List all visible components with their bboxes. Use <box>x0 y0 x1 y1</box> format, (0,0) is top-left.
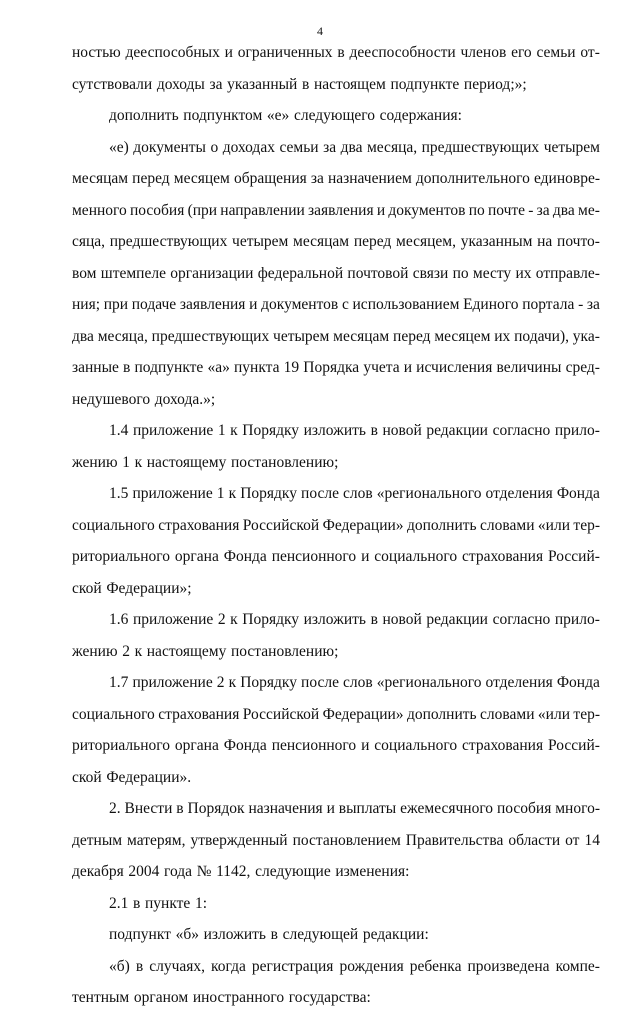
text-line: подпункт «б» изложить в следующей редакции: <box>109 926 429 943</box>
text-line: дополнить подпунктом «е» следующего содержания: <box>109 107 462 124</box>
text-line: 1.7 приложение 2 к Порядку после слов «регионального отделения Фонда <box>109 674 600 691</box>
text-line: жению 1 к настоящему постановлению; <box>72 453 339 471</box>
text-line: менного пособия (при направлении заявления и документов по почте - за два ме- <box>72 201 600 219</box>
text-line: детным матерям, утвержденный постановлением Правительства области от 14 <box>72 831 600 849</box>
text-line: ской Федерации». <box>72 768 192 786</box>
text-line: декабря 2004 года № 1142, следующие изменения: <box>72 863 410 880</box>
text-line: жению 2 к настоящему постановлению; <box>72 642 339 660</box>
text-line: риториального органа Фонда пенсионного и социального страхования Россий- <box>72 737 600 754</box>
text-line: сяца, предшествующих четырем месяцам перед месяцем, указанным на почто- <box>72 233 600 250</box>
text-line: «е) документы о доходах семьи за два месяца, предшествующих четырем <box>109 138 600 156</box>
text-line: 1.4 приложение 1 к Порядку изложить в новой редакции согласно прило- <box>109 422 600 439</box>
text-line: вом штемпеле организации федеральной почтовой связи по месту их отправле- <box>72 264 600 282</box>
text-line: недушевого дохода.»; <box>72 390 216 408</box>
text-line: ской Федерации»; <box>72 579 192 597</box>
text-line: ния; при подаче заявления и документов с использованием Единого портала - за <box>72 296 600 313</box>
document-body <box>72 37 600 1014</box>
text-line: 2.1 в пункте 1: <box>109 894 208 912</box>
text-line: ностью дееспособных и ограниченных в дееспособности членов его семьи от- <box>72 44 600 61</box>
text-line: тентным органом иностранного государства: <box>72 989 371 1006</box>
text-line: социального страхования Российской Федерации» дополнить словами «или тер- <box>72 705 600 723</box>
text-line: сутствовали доходы за указанный в настоящем подпункте период;»; <box>72 75 527 93</box>
text-line: 2. Внести в Порядок назначения и выплаты ежемесячного пособия много- <box>109 800 600 817</box>
text-line: два месяца, предшествующих четырем месяцам перед месяцем их подачи), ука- <box>72 327 600 345</box>
text-line: месяцам перед месяцем обращения за назначением дополнительного единовре- <box>72 170 600 187</box>
text-line: 1.5 приложение 1 к Порядку после слов «регионального отделения Фонда <box>109 485 600 502</box>
text-line: 1.6 приложение 2 к Порядку изложить в новой редакции согласно прило- <box>109 611 600 628</box>
text-line: «б) в случаях, когда регистрация рождения ребенка произведена компе- <box>109 957 600 975</box>
text-line: риториального органа Фонда пенсионного и социального страхования Россий- <box>72 548 600 565</box>
page-number: 4 <box>317 24 323 38</box>
text-line: занные в подпункте «а» пункта 19 Порядка учета и исчисления величины сред- <box>72 359 600 376</box>
text-line: социального страхования Российской Федерации» дополнить словами «или тер- <box>72 516 600 534</box>
